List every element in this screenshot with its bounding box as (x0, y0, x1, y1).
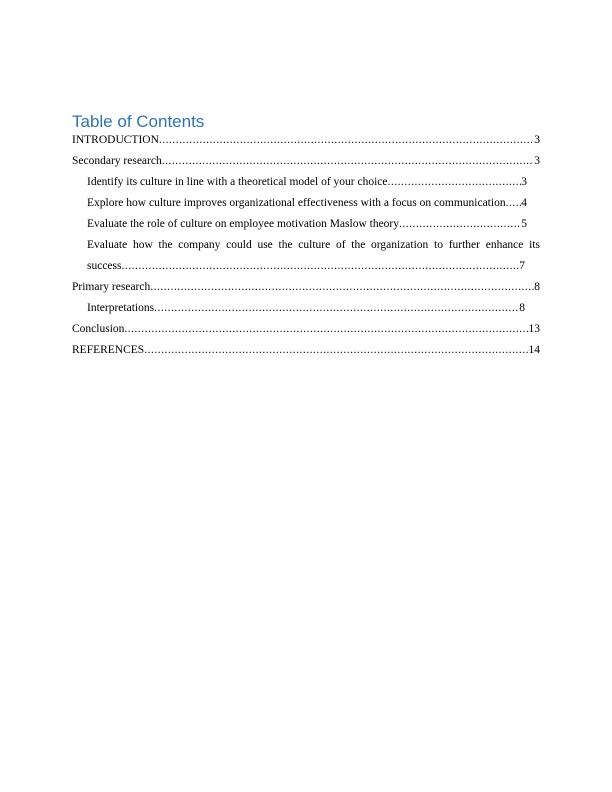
toc-entry-identify-culture[interactable] (72, 175, 540, 189)
toc-entry-label: Conclusion (72, 323, 125, 335)
toc-entry-conclusion[interactable] (72, 322, 540, 336)
toc-leader-dots (150, 280, 534, 294)
toc-entry-label-line2: success (87, 260, 122, 272)
toc-entry-interpretations[interactable] (72, 301, 540, 315)
toc-entry-enhance-success[interactable] (72, 238, 540, 273)
table-of-contents (72, 133, 540, 364)
toc-page-number: 14 (528, 344, 540, 356)
toc-page-number: 8 (519, 302, 525, 314)
toc-entry-label: Identify its culture in line with a theoretical model of your choice (87, 176, 388, 188)
toc-page-number: 13 (528, 323, 540, 335)
toc-entry-references[interactable] (72, 343, 540, 357)
toc-title: Table of Contents (72, 112, 205, 131)
toc-leader-dots (388, 175, 522, 189)
toc-entry-explore-culture[interactable] (72, 196, 540, 210)
toc-entry-label-line1: Evaluate how the company could use the culture of the organization to further enhance its (87, 239, 540, 251)
toc-page-number: 3 (534, 155, 540, 167)
toc-leader-dots (122, 259, 520, 273)
toc-leader-dots (154, 301, 519, 315)
toc-entry-label: Primary research (72, 281, 151, 293)
toc-leader-dots (124, 322, 528, 336)
toc-entry-label: Explore how culture improves organizational effectiveness with a focus on communication (87, 197, 506, 209)
toc-page-number: 4 (521, 197, 527, 209)
toc-entry-primary-research[interactable] (72, 280, 540, 294)
toc-entry-label: Secondary research (72, 155, 162, 167)
toc-entry-label: Interpretations (87, 302, 155, 314)
toc-entry-label: REFERENCES (72, 344, 145, 356)
toc-leader-dots (159, 133, 534, 147)
toc-entry-label: Evaluate the role of culture on employee motivation Maslow theory (87, 218, 400, 230)
toc-leader-dots (399, 217, 521, 231)
toc-entry-label: INTRODUCTION (72, 134, 159, 146)
toc-page-number: 3 (534, 134, 540, 146)
toc-page-number: 8 (534, 281, 540, 293)
toc-leader-dots (506, 196, 522, 210)
toc-page-number: 7 (519, 260, 525, 272)
toc-entry-secondary-research[interactable] (72, 154, 540, 168)
toc-leader-dots (144, 343, 528, 357)
toc-page-number: 3 (521, 176, 527, 188)
toc-entry-evaluate-motivation[interactable] (72, 217, 540, 231)
toc-page-number: 5 (521, 218, 527, 230)
toc-leader-dots (162, 154, 535, 168)
toc-entry-introduction[interactable] (72, 133, 540, 147)
